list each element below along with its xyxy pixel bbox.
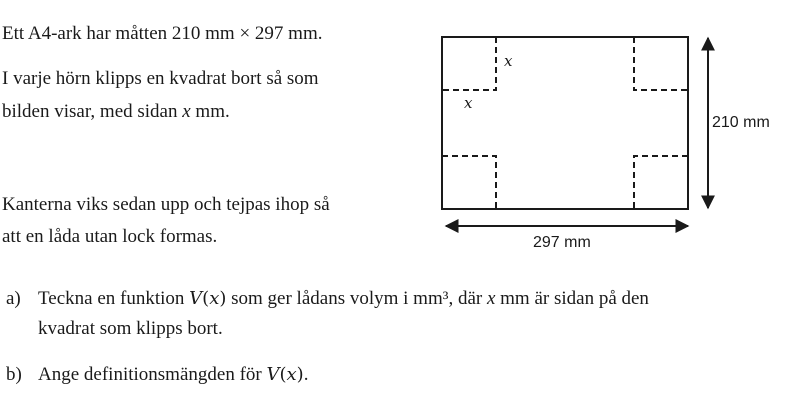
question-b-text2: . <box>303 364 309 385</box>
question-b-var: x <box>286 364 297 385</box>
intro-text: Ett A4-ark har måtten 210 mm × 297 mm. <box>2 23 323 44</box>
fold-text-line2: att en låda utan lock formas. <box>2 226 218 247</box>
question-b-line <box>38 362 308 388</box>
corner-cut-bottom-right <box>634 156 688 209</box>
question-a-var2: x <box>486 288 496 309</box>
question-b-label: b) <box>6 364 22 385</box>
height-label: 210 mm <box>712 114 770 131</box>
width-label: 297 mm <box>533 234 591 251</box>
question-a-text2: som ger lådans volym i mm³, där <box>226 288 487 309</box>
question-b-text1: Ange definitionsmängden för <box>38 364 267 385</box>
question-a-func: V <box>189 288 203 309</box>
question-a-close: ) <box>219 288 227 309</box>
a4-sheet-outline <box>442 37 688 209</box>
cut-text-line1: I varje hörn klipps en kvadrat bort så som <box>2 68 319 89</box>
question-a-line1 <box>38 286 649 312</box>
corner-cut-top-left <box>442 37 496 90</box>
question-a-text3: mm är sidan på den <box>495 288 649 309</box>
cut-text-var: x <box>182 101 191 122</box>
question-a-label: a) <box>6 288 21 309</box>
x-label-top: x <box>504 52 513 70</box>
question-a-open: ( <box>202 288 210 309</box>
corner-cut-top-right <box>634 37 688 90</box>
cut-text-pre: bilden visar, med sidan <box>2 101 183 122</box>
question-a-line2: kvadrat som klipps bort. <box>38 318 223 339</box>
question-b-close: ) <box>296 364 304 385</box>
question-b-func: V <box>266 364 280 385</box>
question-a-var: x <box>209 288 220 309</box>
cut-text-post: mm. <box>190 101 230 122</box>
question-a-text1: Teckna en funktion <box>38 288 190 309</box>
corner-cut-bottom-left <box>442 156 496 209</box>
question-b-open: ( <box>279 364 287 385</box>
fold-text-line1: Kanterna viks sedan upp och tejpas ihop så <box>2 194 330 215</box>
x-label-left: x <box>464 94 473 112</box>
